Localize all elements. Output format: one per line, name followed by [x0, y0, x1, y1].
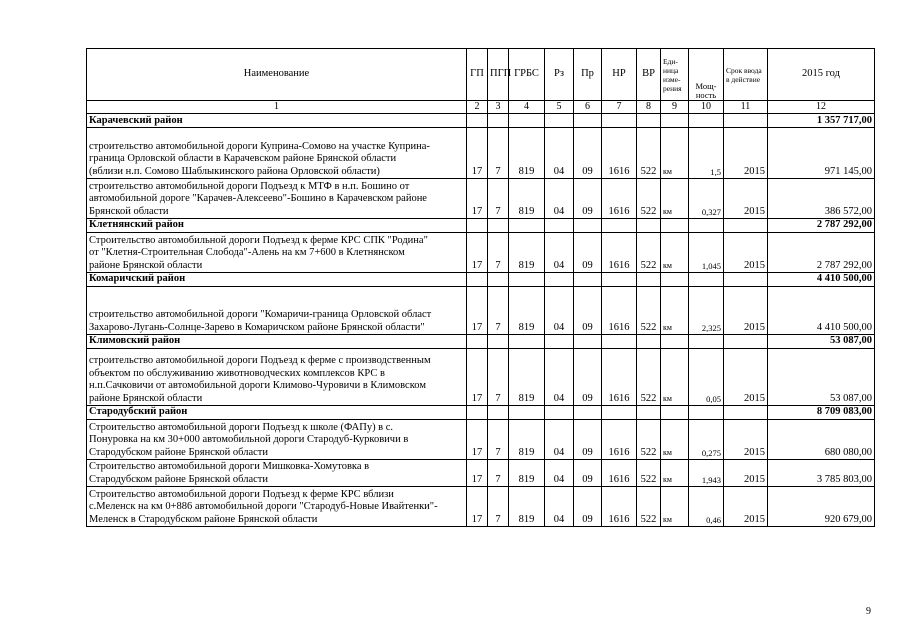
empty-cell	[545, 273, 574, 287]
region-total: 1 357 717,00	[768, 114, 875, 128]
column-number: 4	[509, 101, 545, 114]
project-name-line: н.п.Сачковичи от автомобильной дороги Климово-Чуровичи в Климовском	[89, 380, 426, 392]
term-cell: 2015	[724, 460, 768, 487]
vr-code: 522	[637, 460, 661, 487]
column-number: 7	[602, 101, 637, 114]
empty-cell	[545, 114, 574, 128]
empty-cell	[509, 219, 545, 233]
nr-code: 1616	[602, 233, 637, 273]
pgp-code: 7	[488, 179, 509, 219]
column-number: 10	[689, 101, 724, 114]
project-name-line: Понуровка на км 30+000 автомобильной дороги Стародуб-Курковичи в	[89, 434, 409, 446]
unit-cell: км	[661, 233, 689, 273]
amount-cell: 3 785 803,00	[768, 460, 875, 487]
nr-code: 1616	[602, 420, 637, 460]
budget-table	[86, 48, 875, 527]
unit-cell: км	[661, 349, 689, 406]
gp-code: 17	[467, 349, 488, 406]
amount-cell: 680 080,00	[768, 420, 875, 460]
project-name-line: строительство автомобильной дороги Подъезд к ферме с производственным	[89, 355, 431, 367]
project-name-line: (вблизи н.п. Сомово Шаблыкинского района Орловской области)	[89, 165, 380, 177]
empty-cell	[661, 406, 689, 420]
grbs-code: 819	[509, 460, 545, 487]
header-pgp: ПГП	[488, 49, 509, 101]
column-number: 1	[87, 101, 467, 114]
amount-cell: 971 145,00	[768, 128, 875, 179]
empty-cell	[574, 114, 602, 128]
empty-cell	[574, 273, 602, 287]
project-name-line: Стародубском районе Брянской области	[89, 473, 269, 485]
pr-code: 09	[574, 487, 602, 527]
pgp-code: 7	[488, 128, 509, 179]
region-row	[87, 219, 875, 233]
empty-cell	[488, 219, 509, 233]
vr-code: 522	[637, 420, 661, 460]
rz-code: 04	[545, 349, 574, 406]
empty-cell	[637, 219, 661, 233]
gp-code: 17	[467, 420, 488, 460]
region-name: Стародубский район	[87, 406, 467, 420]
rz-code: 04	[545, 179, 574, 219]
grbs-code: 819	[509, 179, 545, 219]
table-row	[87, 233, 875, 273]
nr-code: 1616	[602, 287, 637, 335]
term-cell: 2015	[724, 287, 768, 335]
project-name-line: строительство автомобильной дороги Куприна-Сомово на участке Куприна-	[89, 140, 430, 152]
capacity-cell: 1,5	[689, 128, 724, 179]
vr-code: 522	[637, 233, 661, 273]
empty-cell	[488, 273, 509, 287]
empty-cell	[545, 335, 574, 349]
gp-code: 17	[467, 460, 488, 487]
rz-code: 04	[545, 460, 574, 487]
empty-cell	[509, 273, 545, 287]
column-number-row	[87, 101, 875, 114]
project-name-line: Стародубском районе Брянской области	[89, 446, 269, 458]
term-cell: 2015	[724, 233, 768, 273]
empty-cell	[724, 406, 768, 420]
table-row	[87, 179, 875, 219]
term-cell: 2015	[724, 179, 768, 219]
project-name-line	[89, 128, 464, 140]
amount-cell: 920 679,00	[768, 487, 875, 527]
empty-cell	[509, 335, 545, 349]
empty-cell	[724, 114, 768, 128]
header-term: Срок ввода в действие	[724, 49, 768, 101]
amount-cell: 2 787 292,00	[768, 233, 875, 273]
pr-code: 09	[574, 233, 602, 273]
empty-cell	[661, 219, 689, 233]
table-row	[87, 287, 875, 335]
column-number: 8	[637, 101, 661, 114]
column-number: 2	[467, 101, 488, 114]
term-cell: 2015	[724, 128, 768, 179]
project-name	[87, 233, 467, 273]
column-number: 11	[724, 101, 768, 114]
empty-cell	[602, 114, 637, 128]
empty-cell	[574, 335, 602, 349]
empty-cell	[661, 335, 689, 349]
pr-code: 09	[574, 128, 602, 179]
empty-cell	[637, 406, 661, 420]
header-grbs: ГРБС	[509, 49, 545, 101]
header-name: Наименование	[87, 49, 467, 101]
empty-cell	[602, 219, 637, 233]
empty-cell	[545, 219, 574, 233]
empty-cell	[724, 335, 768, 349]
project-name-line: районе Брянской области	[89, 392, 203, 404]
vr-code: 522	[637, 487, 661, 527]
page-number: 9	[866, 606, 871, 617]
project-name-line: с.Меленск на км 0+886 автомобильной дороги "Стародуб-Новые Ивайтенки"-	[89, 501, 438, 513]
empty-cell	[467, 273, 488, 287]
rz-code: 04	[545, 233, 574, 273]
header-vr: ВР	[637, 49, 661, 101]
grbs-code: 819	[509, 349, 545, 406]
nr-code: 1616	[602, 179, 637, 219]
project-name-line: Строительство автомобильной дороги Подъезд к ферме КРС СПК "Родина"	[89, 234, 428, 246]
region-row	[87, 114, 875, 128]
column-number: 12	[768, 101, 875, 114]
region-total: 2 787 292,00	[768, 219, 875, 233]
project-name-line: Меленск в Стародубском районе Брянской области	[89, 513, 318, 525]
column-number: 5	[545, 101, 574, 114]
vr-code: 522	[637, 287, 661, 335]
header-pr: Пр	[574, 49, 602, 101]
project-name	[87, 128, 467, 179]
empty-cell	[545, 406, 574, 420]
rz-code: 04	[545, 287, 574, 335]
project-name-line: объектом по обслуживанию животноводческих комплексов КРС в	[89, 367, 385, 379]
empty-cell	[574, 406, 602, 420]
project-name-line: районе Брянской области	[89, 259, 203, 271]
empty-cell	[488, 335, 509, 349]
amount-cell: 386 572,00	[768, 179, 875, 219]
header-year: 2015 год	[768, 49, 875, 101]
grbs-code: 819	[509, 287, 545, 335]
term-cell: 2015	[724, 420, 768, 460]
pgp-code: 7	[488, 460, 509, 487]
project-name-line: автомобильной дороге "Карачев-Алексеево"-Бошино в Карачевском районе	[89, 193, 427, 205]
empty-cell	[467, 219, 488, 233]
gp-code: 17	[467, 233, 488, 273]
column-number: 3	[488, 101, 509, 114]
empty-cell	[602, 335, 637, 349]
empty-cell	[661, 273, 689, 287]
empty-cell	[637, 335, 661, 349]
project-name	[87, 287, 467, 335]
term-cell: 2015	[724, 349, 768, 406]
column-number: 6	[574, 101, 602, 114]
table-row	[87, 128, 875, 179]
header-nr: НР	[602, 49, 637, 101]
project-name-line: Строительство автомобильной дороги Подъезд к школе (ФАПу) в с.	[89, 421, 394, 433]
column-number: 9	[661, 101, 689, 114]
grbs-code: 819	[509, 420, 545, 460]
vr-code: 522	[637, 349, 661, 406]
amount-cell: 4 410 500,00	[768, 287, 875, 335]
unit-cell: км	[661, 487, 689, 527]
region-row	[87, 335, 875, 349]
empty-cell	[602, 273, 637, 287]
capacity-cell: 0,46	[689, 487, 724, 527]
pr-code: 09	[574, 420, 602, 460]
table-row	[87, 349, 875, 406]
empty-cell	[689, 219, 724, 233]
pgp-code: 7	[488, 420, 509, 460]
rz-code: 04	[545, 487, 574, 527]
grbs-code: 819	[509, 487, 545, 527]
pgp-code: 7	[488, 349, 509, 406]
unit-cell: км	[661, 420, 689, 460]
region-total: 8 709 083,00	[768, 406, 875, 420]
gp-code: 17	[467, 287, 488, 335]
project-name	[87, 179, 467, 219]
pgp-code: 7	[488, 487, 509, 527]
table-row	[87, 460, 875, 487]
nr-code: 1616	[602, 460, 637, 487]
vr-code: 522	[637, 128, 661, 179]
unit-cell: км	[661, 287, 689, 335]
empty-cell	[488, 406, 509, 420]
nr-code: 1616	[602, 128, 637, 179]
region-name: Климовский район	[87, 335, 467, 349]
pr-code: 09	[574, 349, 602, 406]
project-name-line: Строительство автомобильной дороги Мишковка-Хомутовка в	[89, 461, 370, 473]
empty-cell	[661, 114, 689, 128]
empty-cell	[509, 114, 545, 128]
table-row	[87, 487, 875, 527]
empty-cell	[602, 406, 637, 420]
project-name	[87, 487, 467, 527]
project-name-line	[89, 297, 464, 309]
rz-code: 04	[545, 420, 574, 460]
capacity-cell: 0,05	[689, 349, 724, 406]
capacity-cell: 1,943	[689, 460, 724, 487]
capacity-cell: 1,045	[689, 233, 724, 273]
unit-cell: км	[661, 128, 689, 179]
region-total: 4 410 500,00	[768, 273, 875, 287]
pr-code: 09	[574, 179, 602, 219]
gp-code: 17	[467, 487, 488, 527]
table-header-row	[87, 49, 875, 101]
region-row	[87, 273, 875, 287]
project-name-line: строительство автомобильной дороги Подъезд к МТФ в н.п. Бошино от	[89, 180, 410, 192]
vr-code: 522	[637, 179, 661, 219]
grbs-code: 819	[509, 128, 545, 179]
gp-code: 17	[467, 128, 488, 179]
empty-cell	[724, 273, 768, 287]
project-name-line: от "Клетня-Строительная Слобода"-Алень на км 7+600 в Клетнянском	[89, 247, 405, 259]
pgp-code: 7	[488, 287, 509, 335]
pgp-code: 7	[488, 233, 509, 273]
unit-cell: км	[661, 460, 689, 487]
empty-cell	[689, 406, 724, 420]
capacity-cell: 2,325	[689, 287, 724, 335]
gp-code: 17	[467, 179, 488, 219]
header-gp: ГП	[467, 49, 488, 101]
project-name-line: Брянской области	[89, 205, 169, 217]
region-name: Карачевский район	[87, 114, 467, 128]
empty-cell	[637, 114, 661, 128]
region-name: Клетнянский район	[87, 219, 467, 233]
empty-cell	[689, 273, 724, 287]
empty-cell	[467, 406, 488, 420]
empty-cell	[637, 273, 661, 287]
project-name-line: Захарово-Лугань-Солнце-Зарево в Комаричском районе Брянской области"	[89, 321, 425, 333]
amount-cell: 53 087,00	[768, 349, 875, 406]
project-name	[87, 460, 467, 487]
empty-cell	[574, 219, 602, 233]
capacity-cell: 0,275	[689, 420, 724, 460]
unit-cell: км	[661, 179, 689, 219]
nr-code: 1616	[602, 487, 637, 527]
pr-code: 09	[574, 287, 602, 335]
project-name-line: Строительство автомобильной дороги Подъезд к ферме КРС вблизи	[89, 488, 394, 500]
region-total: 53 087,00	[768, 335, 875, 349]
table-body	[87, 114, 875, 527]
nr-code: 1616	[602, 349, 637, 406]
region-name: Комаричский район	[87, 273, 467, 287]
rz-code: 04	[545, 128, 574, 179]
empty-cell	[689, 114, 724, 128]
header-capacity: Мощ-ность	[689, 49, 724, 101]
empty-cell	[488, 114, 509, 128]
header-unit: Еди-ница изме-рения	[661, 49, 689, 101]
empty-cell	[467, 335, 488, 349]
table-row	[87, 420, 875, 460]
empty-cell	[724, 219, 768, 233]
header-rz: Рз	[545, 49, 574, 101]
term-cell: 2015	[724, 487, 768, 527]
capacity-cell: 0,327	[689, 179, 724, 219]
empty-cell	[689, 335, 724, 349]
empty-cell	[509, 406, 545, 420]
project-name-line: строительство автомобильной дороги "Комаричи-граница Орловской област	[89, 309, 432, 321]
project-name	[87, 349, 467, 406]
project-name	[87, 420, 467, 460]
region-row	[87, 406, 875, 420]
empty-cell	[467, 114, 488, 128]
project-name-line: граница Орловской области в Карачевском районе Брянской области	[89, 153, 397, 165]
grbs-code: 819	[509, 233, 545, 273]
pr-code: 09	[574, 460, 602, 487]
